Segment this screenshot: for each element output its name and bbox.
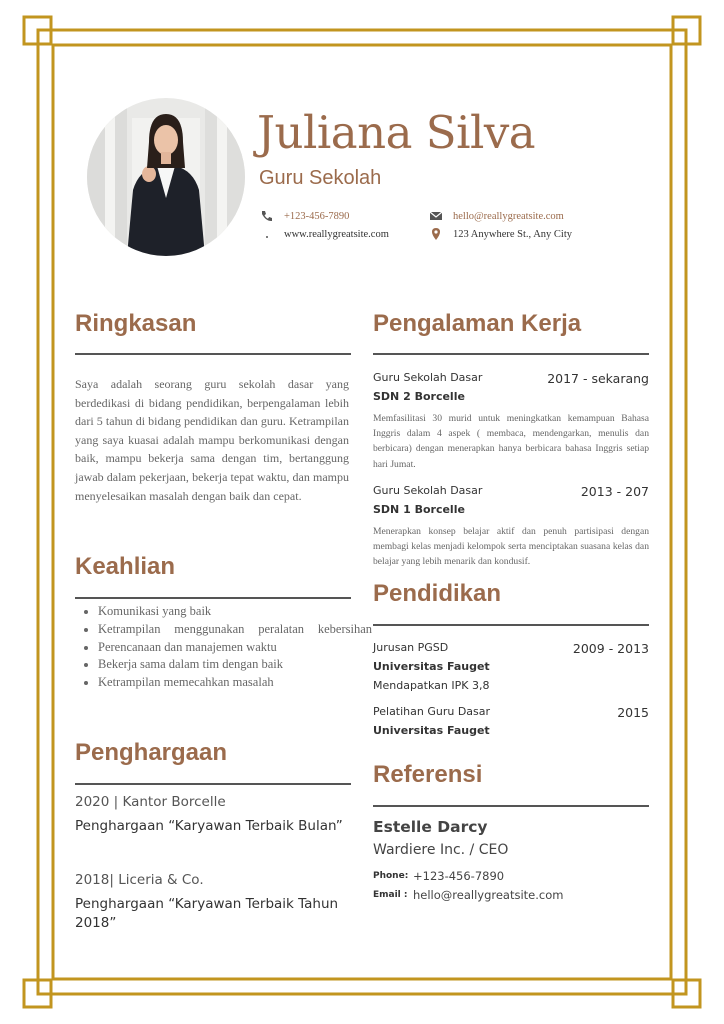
awards-heading: Penghargaan [75, 739, 228, 766]
website-text: www.reallygreatsite.com [284, 229, 389, 240]
education-note: Mendapatkan IPK 3,8 [373, 679, 490, 692]
reference-company: Wardiere Inc. / CEO [373, 842, 509, 858]
reference-email: hello@reallygreatsite.com [413, 888, 564, 902]
candidate-name: Juliana Silva [257, 106, 536, 159]
education-heading: Pendidikan [373, 580, 502, 607]
award-meta: 2020 | Kantor Borcelle [75, 794, 226, 810]
job-years: 2013 - 207 [580, 484, 649, 499]
education-program: Jurusan PGSD [373, 641, 449, 654]
summary-divider [75, 353, 351, 355]
summary-heading: Ringkasan [75, 310, 197, 337]
job-description: Menerapkan konsep belajar aktif dan penuh partisipasi dengan membagi kelas menjadi kelompok serta menciptakan suasana kelas dan belajar yang lebih menarik dan kondusif. [373, 526, 649, 568]
phone-text: +123-456-7890 [284, 211, 350, 222]
location-pin-icon [429, 227, 443, 241]
award-meta: 2018| Liceria & Co. [75, 872, 204, 888]
mail-icon [429, 209, 443, 223]
reference-heading: Referensi [373, 761, 483, 788]
skill-item: • Komunikasi yang baik [98, 603, 372, 621]
skills-list [75, 603, 372, 692]
education-program: Pelatihan Guru Dasar [373, 705, 491, 718]
experience-divider [373, 353, 649, 355]
profile-photo [87, 98, 245, 256]
award-name: Penghargaan “Karyawan Terbaik Bulan” [75, 818, 343, 834]
job-position: Guru Sekolah Dasar [373, 371, 483, 384]
job-position: Guru Sekolah Dasar [373, 484, 483, 497]
globe-icon [260, 227, 274, 241]
skills-heading: Keahlian [75, 553, 176, 580]
experience-heading: Pengalaman Kerja [373, 310, 582, 337]
phone-icon [260, 209, 274, 223]
skill-item: • Ketrampilan memecahkan masalah [98, 674, 372, 692]
education-years: 2015 [617, 705, 649, 720]
awards-divider [75, 783, 351, 785]
reference-name: Estelle Darcy [373, 818, 488, 836]
summary-text: Saya adalah seorang guru sekolah dasar yang berdedikasi di bidang pendidikan, berpengalaman lebih dari 5 tahun di bidang pendidikan dan guru. Ketrampilan yang saya kuasai adalah mampu berkomunikasi dengan baik, mampu bekerja sama dengan tim, bertanggung jawab dalam pekerjaan, bekerja tepat waktu, dan mampu menyelesaikan masalah dengan baik dan cepat. [75, 377, 349, 503]
education-divider [373, 624, 649, 626]
reference-phone-label: Phone: [373, 871, 409, 881]
skills-divider [75, 597, 351, 599]
skill-item: • Ketrampilan menggunakan peralatan kebersihan [98, 621, 372, 639]
award-name: Penghargaan “Karyawan Terbaik Tahun 2018” [75, 896, 339, 931]
address-text: 123 Anywhere St., Any City [453, 229, 573, 240]
education-years: 2009 - 2013 [572, 641, 649, 656]
job-employer: SDN 1 Borcelle [373, 503, 465, 516]
reference-email-label: Email : [373, 890, 408, 900]
job-employer: SDN 2 Borcelle [373, 390, 465, 403]
skill-item: • Perencanaan dan manajemen waktu [98, 639, 372, 657]
candidate-role: Guru Sekolah [259, 167, 382, 189]
education-school: Universitas Fauget [373, 724, 490, 737]
reference-phone: +123-456-7890 [413, 869, 505, 883]
email-text: hello@reallygreatsite.com [453, 211, 564, 222]
job-description: Memfasilitasi 30 murid untuk meningkatkan kemampuan Bahasa Inggris dalam 4 aspek ( membaca, mendengarkan, menulis dan berbicara) dengan menerapkan hanya berbicara bahasa Inggris setiap hari Jumat. [373, 413, 649, 470]
skill-item: • Bekerja sama dalam tim dengan baik [98, 656, 372, 674]
reference-divider [373, 805, 649, 807]
job-years: 2017 - sekarang [547, 371, 649, 386]
education-school: Universitas Fauget [373, 660, 490, 673]
